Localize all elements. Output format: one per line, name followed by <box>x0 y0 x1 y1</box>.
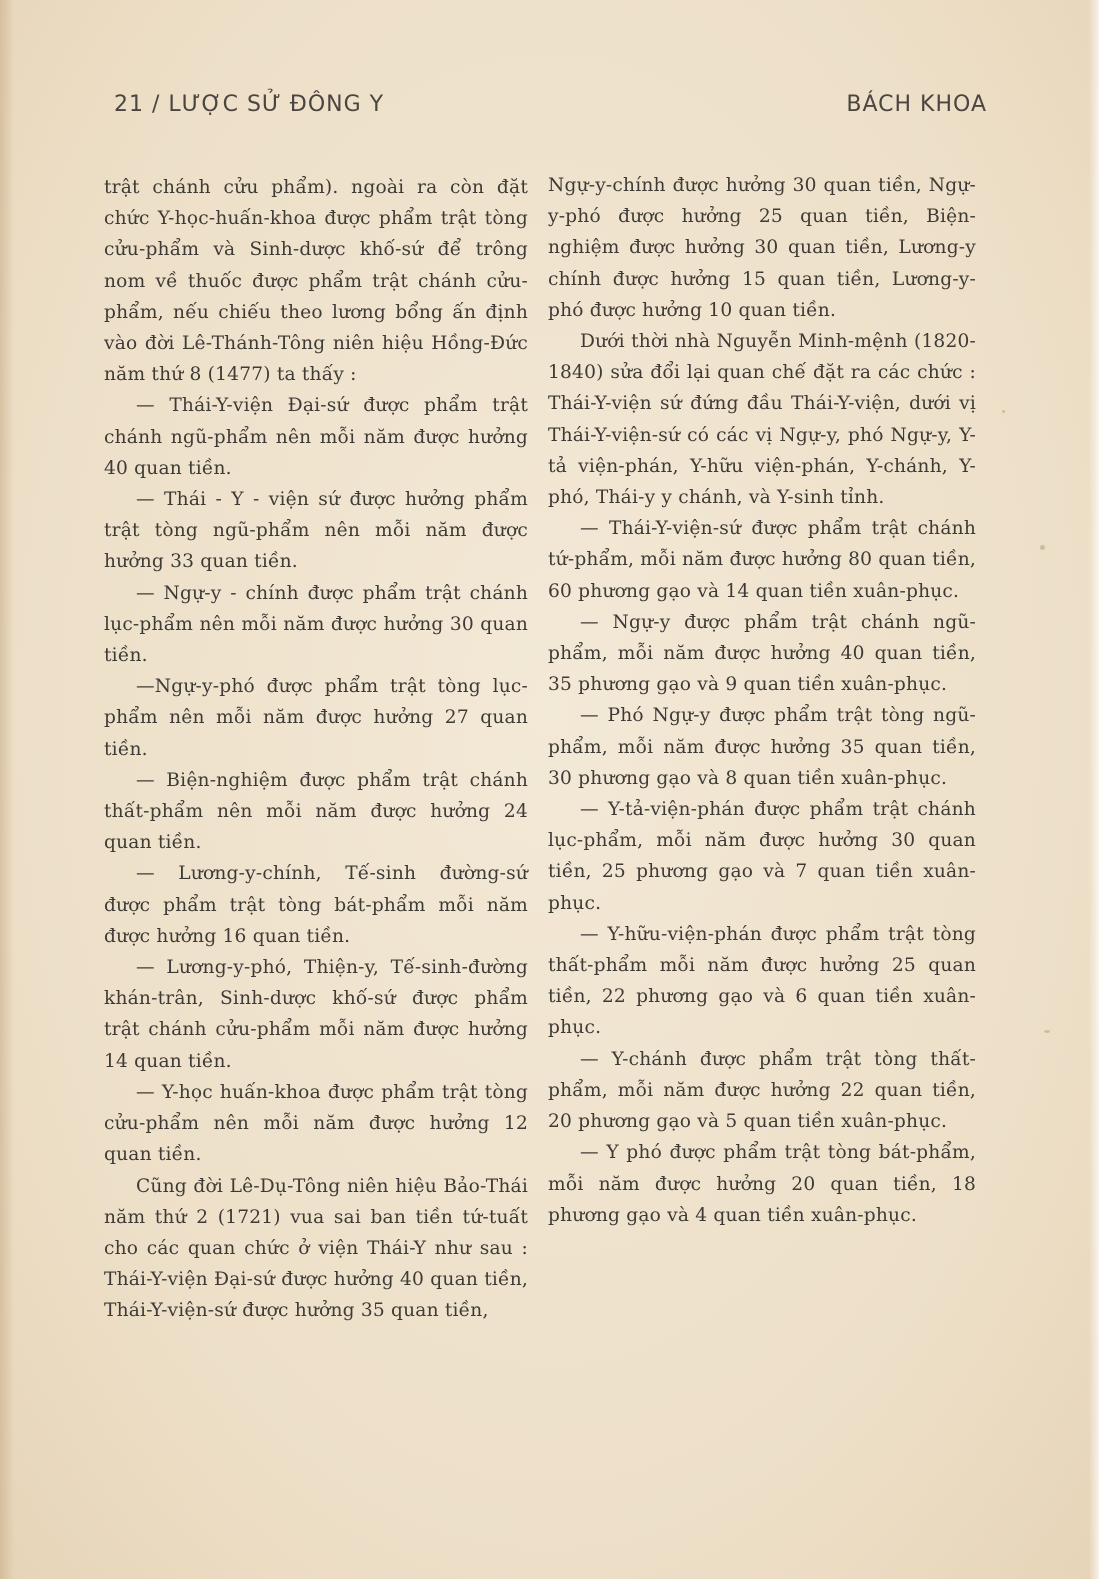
page-header-left: 21 / LƯỢC SỬ ĐÔNG Y <box>114 92 385 117</box>
paragraph: — Y-chánh được phẩm trật tòng thất-phẩm, mỗi năm được hưởng 22 quan tiền, 20 phương gạo và 5 quan tiền xuân-phục. <box>548 1048 976 1133</box>
right-column <box>548 170 976 1231</box>
paragraph: — Biện-nghiệm được phẩm trật chánh thất-phẩm nên mỗi năm được hưởng 24 quan tiền. <box>104 769 528 854</box>
left-column <box>104 172 528 1327</box>
paragraph: — Y-tả-viện-phán được phẩm trật chánh lục-phẩm, mỗi năm được hưởng 30 quan tiền, 25 phương gạo và 7 quan tiền xuân-phục. <box>548 799 976 914</box>
paragraph: — Thái-Y-viện Đại-sứ được phẩm trật chánh ngũ-phẩm nên mỗi năm được hưởng 40 quan tiền. <box>104 395 528 479</box>
paragraph: — Phó Ngự-y được phẩm trật tòng ngũ-phẩm, mỗi năm được hưởng 35 quan tiền, 30 phương gạo và 8 quan tiền xuân-phục. <box>548 705 976 789</box>
paragraph: — Ngự-y được phẩm trật chánh ngũ-phẩm, mỗi năm được hưởng 40 quan tiền, 35 phương gạo và 9 quan tiền xuân-phục. <box>548 611 976 696</box>
paragraph: — Thái - Y - viện sứ được hưởng phẩm trật tòng ngũ-phẩm nên mỗi năm được hưởng 33 quan tiền. <box>104 489 528 573</box>
running-head <box>114 92 987 126</box>
paragraph: —Ngự-y-phó được phẩm trật tòng lục-phẩm nên mỗi năm được hưởng 27 quan tiền. <box>104 676 528 760</box>
page-right-edge <box>1089 0 1099 1579</box>
paper-speck <box>1002 410 1005 413</box>
paragraph: — Ngự-y - chính được phẩm trật chánh lục-phẩm nên mỗi năm được hưởng 30 quan tiền. <box>104 582 528 667</box>
paragraph: — Lương-y-chính, Tế-sinh đường-sứ được phẩm trật tòng bát-phẩm mỗi năm được hưởng 16 quan tiền. <box>104 863 528 947</box>
paper-speck <box>1040 545 1045 550</box>
paragraph: — Y-học huấn-khoa được phẩm trật tòng cửu-phẩm nên mỗi năm được hưởng 12 quan tiền. <box>104 1081 528 1166</box>
paragraph: trật chánh cửu phẩm). ngoài ra còn đặt chức Y-học-huấn-khoa được phẩm trật tòng cửu-phẩm và Sinh-dược khố-sứ để trông nom về thuốc được phẩm trật chánh cửu-phẩm, nếu chiếu theo lương bổng ấn định vào đời Lê-Thánh-Tông niên hiệu Hồng-Đức năm thứ 8 (1477) ta thấy : <box>104 177 528 386</box>
paragraph: Ngự-y-chính được hưởng 30 quan tiền, Ngự-y-phó được hưởng 25 quan tiền, Biện-nghiệm được hưởng 30 quan tiền, Lương-y chính được hưởng 15 quan tiền, Lương-y-phó được hưởng 10 quan tiền. <box>548 175 976 321</box>
paragraph: Cũng đời Lê-Dụ-Tông niên hiệu Bảo-Thái năm thứ 2 (1721) vua sai ban tiền tứ-tuất cho các quan chức ở viện Thái-Y như sau : Thái-Y-viện Đại-sứ được hưởng 40 quan tiền, Thái-Y-viện-sứ được hưởng 35 quan tiền, <box>104 1175 528 1322</box>
paragraph: — Lương-y-phó, Thiện-y, Tế-sinh-đường khán-trân, Sinh-dược khố-sứ được phẩm trật chánh cửu-phẩm mỗi năm được hưởng 14 quan tiền. <box>104 957 528 1072</box>
paragraph: — Thái-Y-viện-sứ được phẩm trật chánh tứ-phẩm, mỗi năm được hưởng 80 quan tiền, 60 phương gạo và 14 quan tiền xuân-phục. <box>548 518 976 602</box>
paragraph: — Y-hữu-viện-phán được phẩm trật tòng thất-phẩm mỗi năm được hưởng 25 quan tiền, 22 phương gạo và 6 quan tiền xuân-phục. <box>548 923 976 1039</box>
paper-speck <box>1044 1030 1050 1033</box>
page-header-right: BÁCH KHOA <box>846 92 987 117</box>
paragraph: Dưới thời nhà Nguyễn Minh-mệnh (1820-1840) sửa đổi lại quan chế đặt ra các chức : Thái-Y-viện sứ đứng đầu Thái-Y-viện, dưới vị Thái-Y-viện-sứ có các vị Ngự-y, phó Ngự-y, Y-tả viện-phán, Y-hữu viện-phán, Y-chánh, Y-phó, Thái-y y chánh, và Y-sinh tỉnh. <box>548 331 976 509</box>
page-edge-shadow <box>0 0 14 1579</box>
paragraph: — Y phó được phẩm trật tòng bát-phẩm, mỗi năm được hưởng 20 quan tiền, 18 phương gạo và 4 quan tiền xuân-phục. <box>548 1142 976 1226</box>
